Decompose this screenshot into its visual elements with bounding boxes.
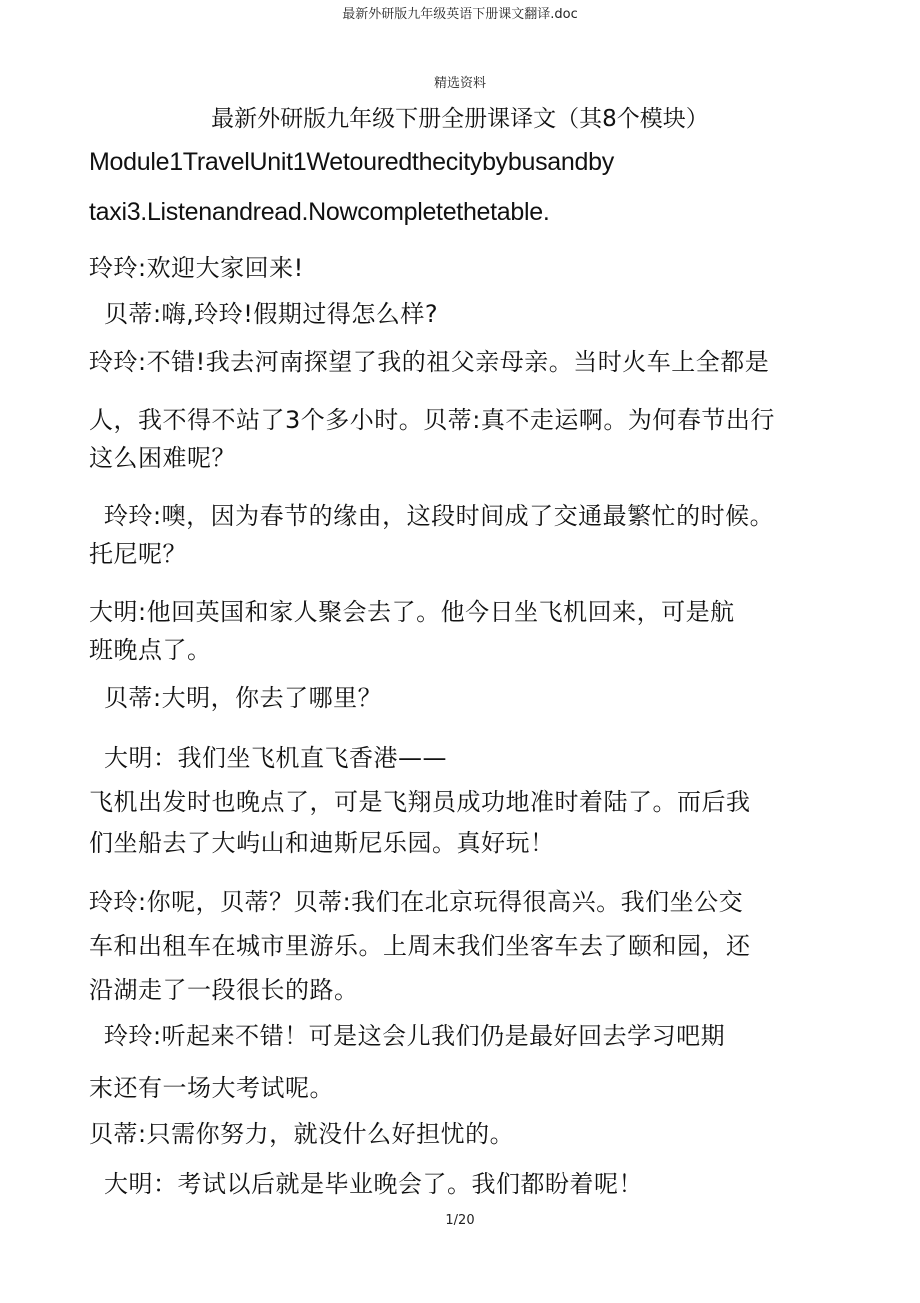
module-heading-line-2: taxi3.Listenandread.Nowcompletethetable. <box>89 198 550 226</box>
dialogue-line: 玲玲:欢迎大家回来! <box>89 254 304 282</box>
dialogue-line: 托尼呢？ <box>89 540 187 568</box>
dialogue-line: 玲玲:不错!我去河南探望了我的祖父亲母亲。当时火车上全都是 <box>89 348 770 376</box>
selected-material-label: 精选资料 <box>433 76 486 91</box>
dialogue-line: 玲玲:听起来不错！可是这会儿我们仍是最好回去学习吧期 <box>104 1022 726 1050</box>
document-filename-header: 最新外研版九年级英语下册课文翻译.doc <box>342 7 578 22</box>
document-title: 最新外研版九年级下册全册课译文（其8个模块） <box>211 106 709 132</box>
dialogue-line: 大明：我们坐飞机直飞香港—— <box>104 744 447 772</box>
dialogue-line: 玲玲:噢，因为春节的缘由，这段时间成了交通最繁忙的时候。 <box>104 502 775 530</box>
dialogue-line: 大明:他回英国和家人聚会去了。他今日坐飞机回来，可是航 <box>89 598 735 626</box>
dialogue-line: 末还有一场大考试呢。 <box>89 1074 334 1102</box>
dialogue-line: 玲玲:你呢，贝蒂？贝蒂:我们在北京玩得很高兴。我们坐公交 <box>89 888 744 916</box>
dialogue-line: 贝蒂:大明，你去了哪里？ <box>104 684 383 712</box>
module-heading-line-1: Module1TravelUnit1Wetouredthecitybybusandby <box>89 148 614 176</box>
dialogue-line: 人，我不得不站了3个多小时。贝蒂:真不走运啊。为何春节出行 <box>89 406 775 434</box>
dialogue-line: 贝蒂:只需你努力，就没什么好担忧的。 <box>89 1120 515 1148</box>
dialogue-line: 大明：考试以后就是毕业晚会了。我们都盼着呢！ <box>104 1170 643 1198</box>
dialogue-line: 沿湖走了一段很长的路。 <box>89 976 359 1004</box>
dialogue-line: 班晚点了。 <box>89 636 212 664</box>
dialogue-line: 这么困难呢？ <box>89 444 236 472</box>
dialogue-line: 飞机出发时也晚点了，可是飞翔员成功地准时着陆了。而后我 <box>89 788 751 816</box>
page-number: 1/20 <box>445 1213 475 1228</box>
dialogue-line: 贝蒂:嗨,玲玲!假期过得怎么样? <box>104 300 439 328</box>
dialogue-line: 车和出租车在城市里游乐。上周末我们坐客车去了颐和园，还 <box>89 932 751 960</box>
dialogue-line: 们坐船去了大屿山和迪斯尼乐园。真好玩！ <box>89 829 555 857</box>
